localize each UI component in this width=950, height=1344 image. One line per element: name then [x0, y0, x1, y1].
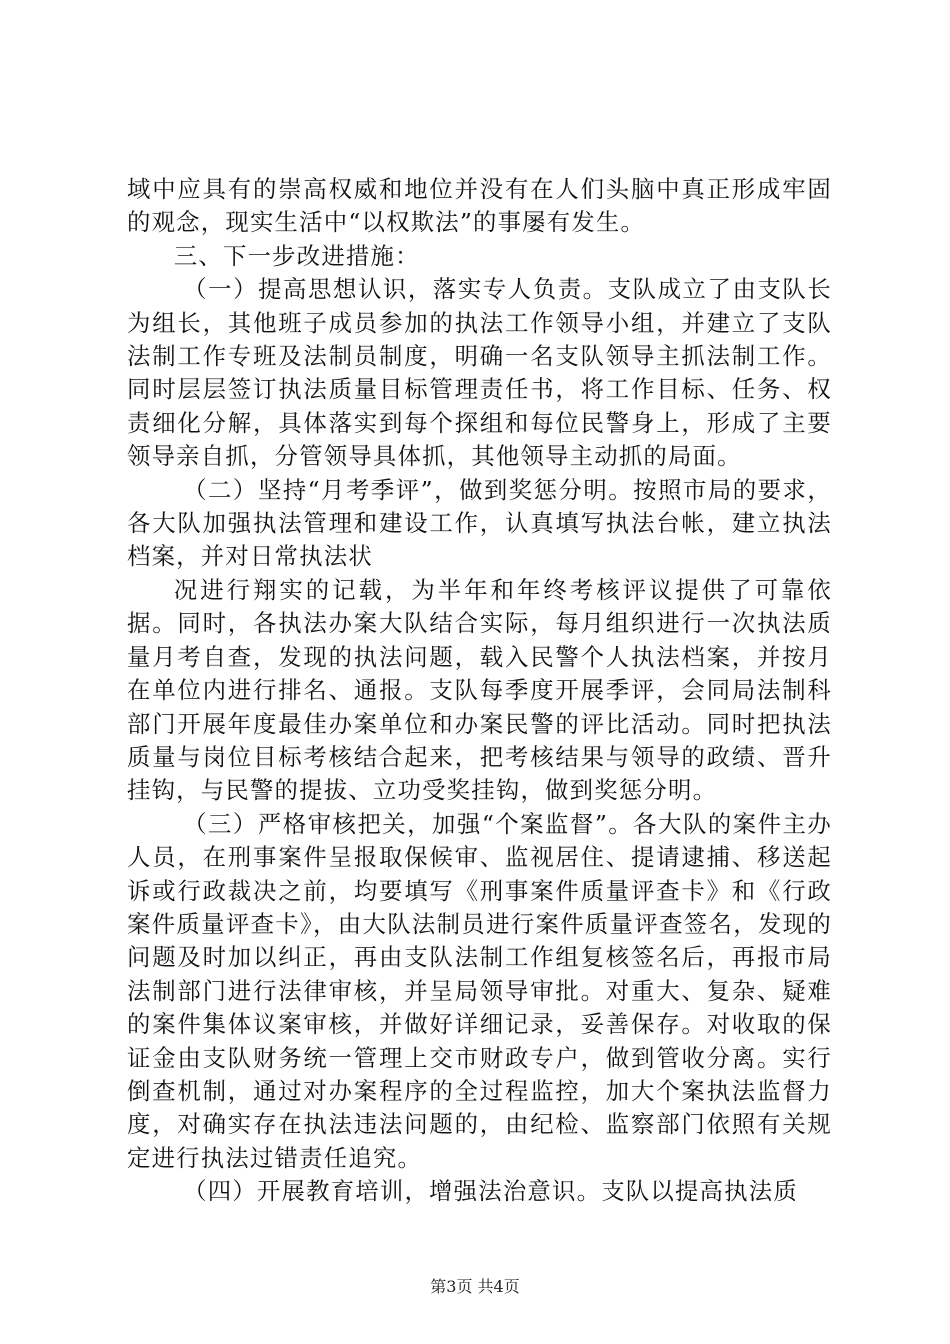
paragraph-continuation: 域中应具有的崇高权威和地位并没有在人们头脑中真正形成牢固的观念，现实生活中“以权欺法”的事屡有发生。	[127, 175, 832, 237]
paragraph-measure-2-continued: 况进行翔实的记载，为半年和年终考核评议提供了可靠依据。同时，各执法办案大队结合实际，每月组织进行一次执法质量月考自查，发现的执法问题，载入民警个人执法档案，并按月在单位内进行排名、通报。支队每季度开展季评，会同局法制科部门开展年度最佳办案单位和办案民警的评比活动。同时把执法质量与岗位目标考核结合起来，把考核结果与领导的政绩、晋升挂钩，与民警的提拔、立功受奖挂钩，做到奖惩分明。	[127, 575, 832, 805]
page-number-footer: 第3页 共4页	[430, 1277, 520, 1296]
section-heading: 三、下一步改进措施：	[173, 241, 420, 270]
document-body	[127, 173, 832, 1209]
paragraph-measure-3: （三）严格审核把关，加强“个案监督”。各大队的案件主办人员，在刑事案件呈报取保候审、监视居住、提请逮捕、移送起诉或行政裁决之前，均要填写《刑事案件质量评查卡》和《行政案件质量评查卡》，由大队法制员进行案件质量评查签名，发现的问题及时加以纠正，再由支队法制工作组复核签名后，再报市局法制部门进行法律审核，并呈局领导审批。对重大、复杂、疑难的案件集体议案审核，并做好详细记录，妥善保存。对收取的保证金由支队财务统一管理上交市财政专户，做到管收分离。实行倒查机制，通过对办案程序的全过程监控，加大个案执法监督力度，对确实存在执法违法问题的，由纪检、监察部门依照有关规定进行执法过错责任追究。	[127, 809, 832, 1172]
paragraph-measure-2: （二）坚持“月考季评”，做到奖惩分明。按照市局的要求，各大队加强执法管理和建设工作，认真填写执法台帐，建立执法档案，并对日常执法状	[127, 475, 832, 571]
paragraph-measure-4: （四）开展教育培训，增强法治意识。支队以提高执法质	[183, 1177, 798, 1206]
paragraph-measure-1: （一）提高思想认识，落实专人负责。支队成立了由支队长为组长，其他班子成员参加的执法工作领导小组，并建立了支队法制工作专班及法制员制度，明确一名支队领导主抓法制工作。同时层层签订执法质量目标管理责任书，将工作目标、任务、权责细化分解，具体落实到每个探组和每位民警身上，形成了主要领导亲自抓，分管领导具体抓，其他领导主动抓的局面。	[127, 275, 832, 471]
